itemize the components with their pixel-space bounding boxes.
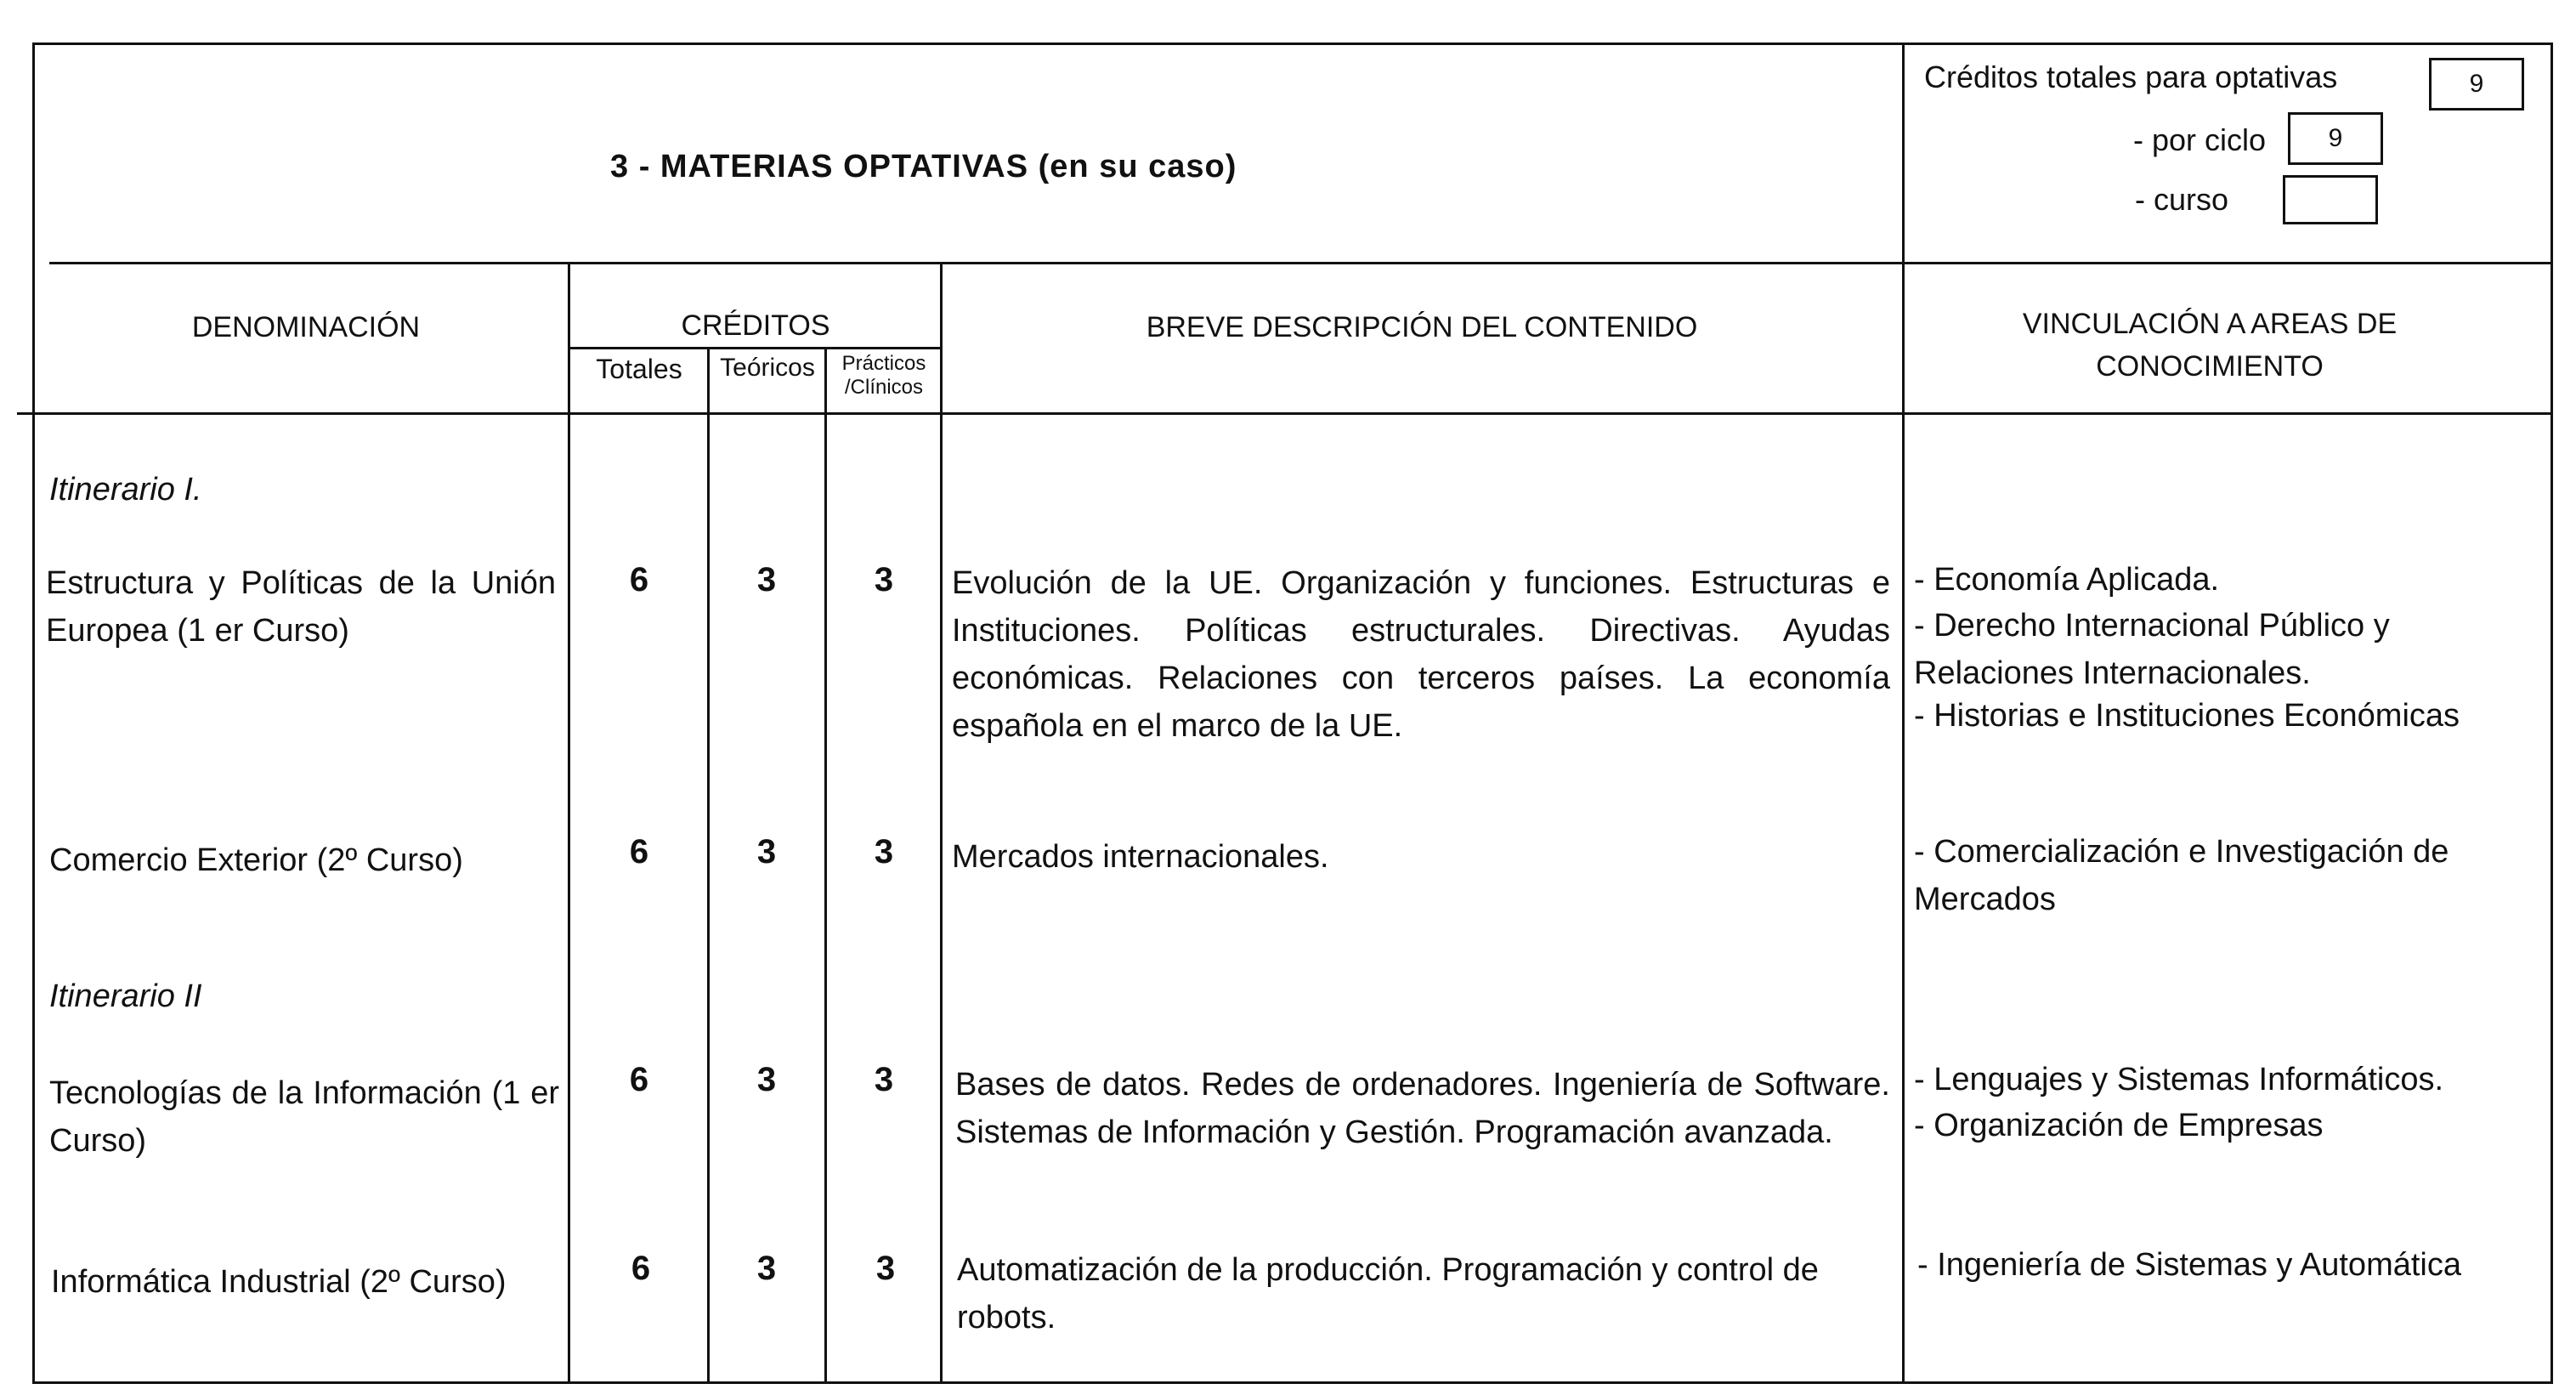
- area-item: - Lenguajes y Sistemas Informáticos.: [1914, 1062, 2444, 1097]
- row-teoricos: 3: [756, 561, 777, 598]
- column-header-divider: [17, 412, 2551, 415]
- row-practicos: 3: [874, 561, 894, 598]
- col-divider-practicos: [940, 264, 943, 1384]
- header-vinculacion: VINCULACIÓN A AREAS DE CONOCIMIENTO: [2022, 308, 2398, 383]
- row-totales: 6: [631, 1250, 651, 1287]
- creditos-subdivider: [569, 347, 942, 349]
- area-item: - Ingeniería de Sistemas y Automática: [1917, 1247, 2461, 1283]
- header-totales: Totales: [596, 354, 682, 384]
- curso-label: - curso: [2135, 182, 2229, 217]
- col-divider-totales: [707, 347, 710, 1384]
- area-item: - Organización de Empresas: [1914, 1108, 2324, 1143]
- row-teoricos: 3: [756, 1061, 777, 1098]
- area-item: - Economía Aplicada.: [1914, 562, 2220, 598]
- creditos-totales-label: Créditos totales para optativas: [1924, 60, 2338, 94]
- row-teoricos: 3: [756, 1250, 777, 1287]
- row-teoricos: 3: [756, 833, 777, 870]
- row-totales: 6: [629, 561, 649, 598]
- row-totales: 6: [629, 1061, 649, 1098]
- col-divider-denominacion: [568, 264, 570, 1384]
- row-denominacion: Estructura y Políticas de la Unión Europea (1 er Curso): [46, 565, 556, 649]
- row-denominacion: Informática Industrial (2º Curso): [51, 1264, 507, 1300]
- col-divider-teoricos: [824, 347, 827, 1384]
- section-title: 3 - MATERIAS OPTATIVAS (en su caso): [610, 149, 1237, 184]
- row-totales: 6: [629, 833, 649, 870]
- row-practicos: 3: [874, 1061, 894, 1098]
- row-descripcion: Mercados internacionales.: [952, 839, 1329, 875]
- por-ciclo-box: 9: [2288, 112, 2383, 165]
- header-practicos: Prácticos /Clínicos: [841, 352, 926, 399]
- creditos-totales-box: 9: [2429, 58, 2524, 111]
- itinerario-label: Itinerario I.: [49, 472, 202, 508]
- col-divider-descripcion: [1902, 43, 1905, 1384]
- itinerario-label: Itinerario II: [49, 978, 202, 1014]
- header-creditos: CRÉDITOS: [681, 309, 830, 342]
- header-descripcion: BREVE DESCRIPCIÓN DEL CONTENIDO: [1146, 311, 1698, 343]
- row-denominacion: Comercio Exterior (2º Curso): [49, 842, 463, 878]
- curso-box: [2283, 175, 2378, 224]
- area-item: - Historias e Instituciones Económicas: [1914, 698, 2460, 734]
- row-descripcion: Automatización de la producción. Programación y control de robots.: [957, 1252, 1819, 1335]
- row-practicos: 3: [874, 833, 894, 870]
- area-item: - Derecho Internacional Público y Relaciones Internacionales.: [1914, 608, 2390, 691]
- por-ciclo-label: - por ciclo: [2133, 122, 2267, 157]
- row-denominacion: Tecnologías de la Información (1 er Curso): [49, 1075, 559, 1159]
- row-practicos: 3: [875, 1250, 896, 1287]
- row-descripcion: Evolución de la UE. Organización y funciones. Estructuras e Instituciones. Políticas estructurales. Directivas. Ayudas económicas. Relaciones con terceros países. La economía española en el marco de la UE.: [952, 565, 1890, 744]
- row-descripcion: Bases de datos. Redes de ordenadores. Ingeniería de Software. Sistemas de Información y Gestión. Programación avanzada.: [955, 1067, 1890, 1150]
- header-teoricos: Teóricos: [720, 354, 815, 382]
- header-divider: [49, 262, 2551, 264]
- header-denominacion: DENOMINACIÓN: [191, 311, 421, 343]
- area-item: - Comercialización e Investigación de Mercados: [1914, 834, 2449, 917]
